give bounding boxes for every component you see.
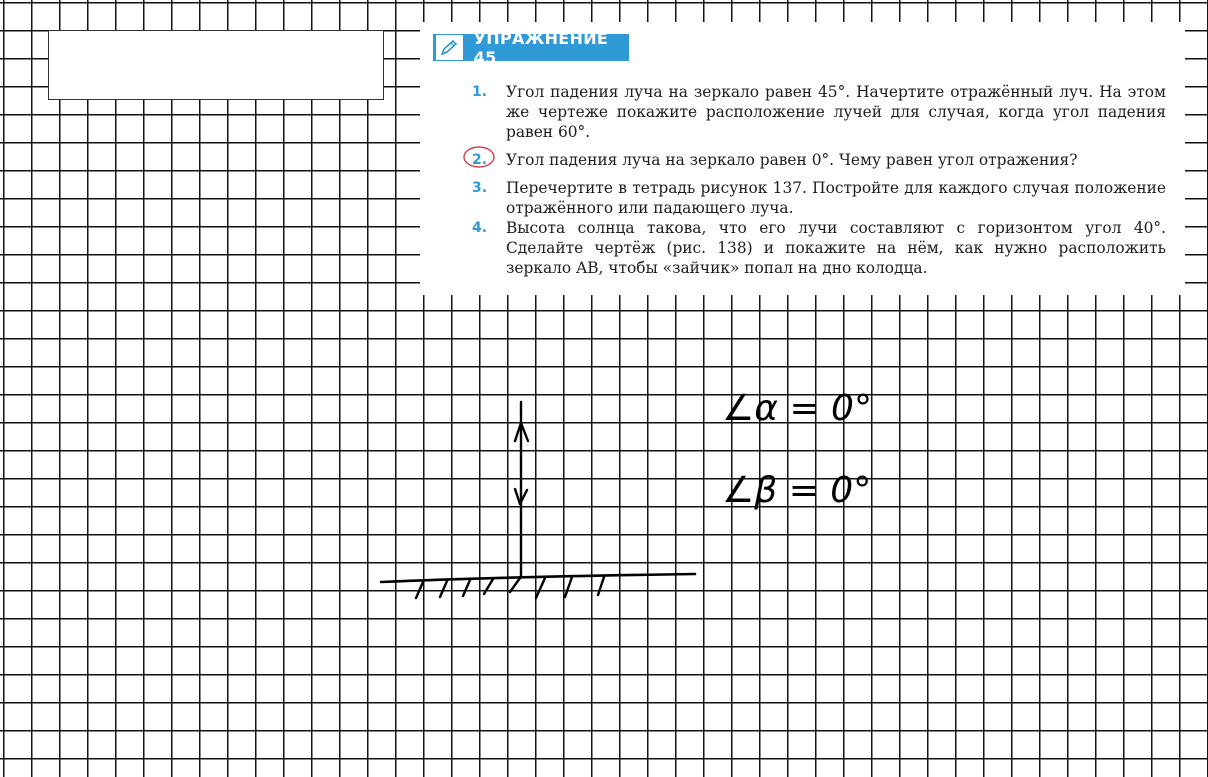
mirror-line bbox=[381, 574, 695, 582]
task-text: Перечертите в тетрадь рисунок 137. Постройте для каждого случая положение отражённого или падающего луча. bbox=[506, 179, 1166, 217]
task-text: Угол падения луча на зеркало равен 0°. Чему равен угол отражения? bbox=[506, 151, 1078, 169]
task-text: Высота солнца такова, что его лучи составляют с горизонтом угол 40°. Сделайте чертёж (рис. 138) и покажите на нём, как нужно расположить зеркало AB, чтобы «зайчик» попал на дно колодца. bbox=[506, 219, 1166, 277]
angle-alpha-text: ∠α = 0° bbox=[722, 388, 872, 429]
task-number: 4. bbox=[472, 220, 488, 236]
exercise-title: УПРАЖНЕНИЕ 45 bbox=[473, 28, 609, 67]
task-number: 3. bbox=[472, 180, 488, 196]
task-number: 1. bbox=[472, 84, 488, 100]
task-number: 2. bbox=[472, 152, 488, 168]
task-text: Угол падения луча на зеркало равен 45°. Начертите отражённый луч. На этом же чертеже покажите расположение лучей для случая, когда угол падения равен 60°. bbox=[506, 83, 1166, 141]
angle-beta-text: ∠β = 0° bbox=[722, 470, 872, 511]
